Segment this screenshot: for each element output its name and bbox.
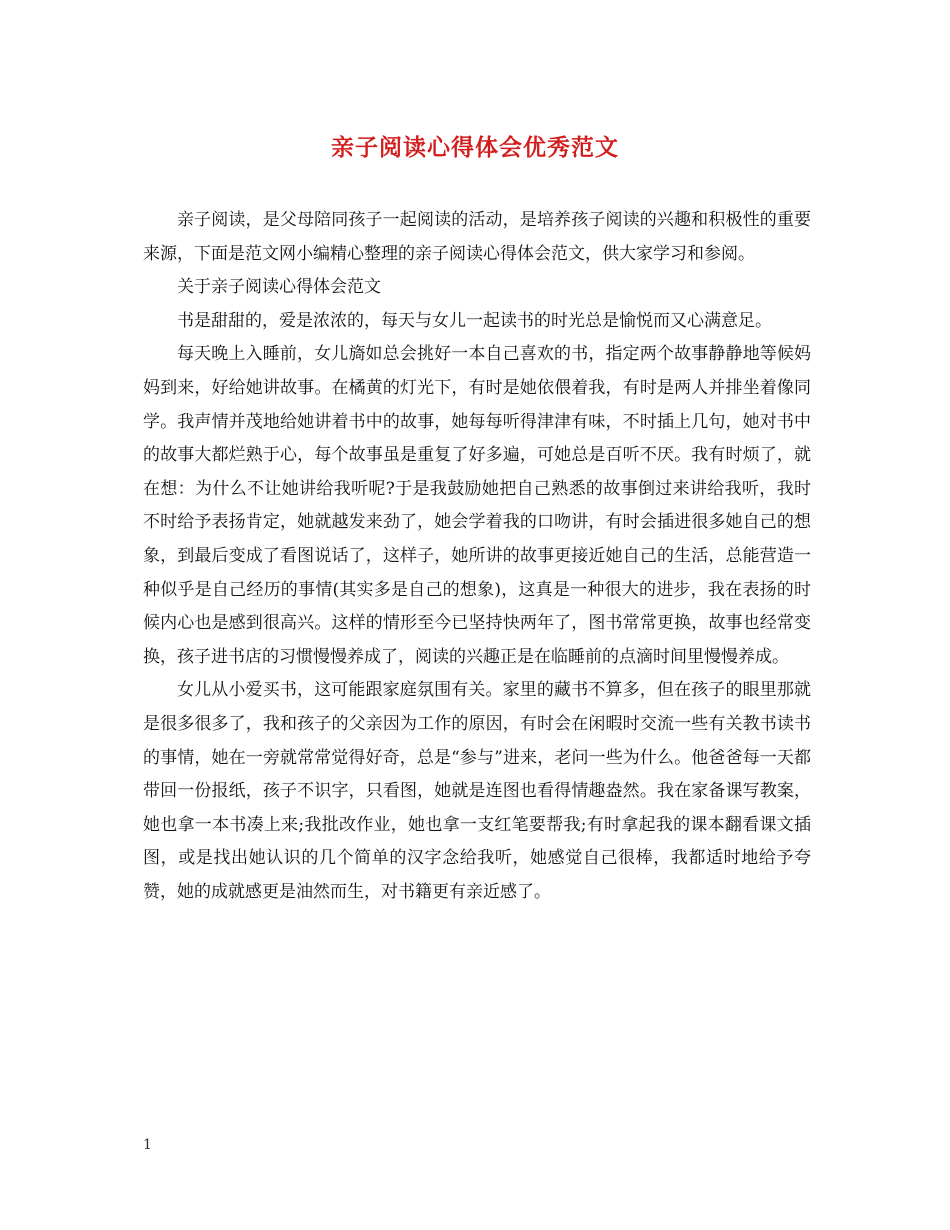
intro-paragraph: 亲子阅读，是父母陪同孩子一起阅读的活动，是培养孩子阅读的兴趣和积极性的重要来源，下面是范文网小编精心整理的亲子阅读心得体会范文，供大家学习和参阅。 xyxy=(143,210,811,264)
document-title: 亲子阅读心得体会优秀范文 xyxy=(331,134,619,161)
document-body xyxy=(143,204,811,909)
page-number: 1 xyxy=(143,1137,152,1153)
body-paragraph: 每天晚上入睡前，女儿旖如总会挑好一本自己喜欢的书，指定两个故事静静地等候妈妈到来，好给她讲故事。在橘黄的灯光下，有时是她依偎着我，有时是两人并排坐着像同学。我声情并茂地给她讲着书中的故事，她每每听得津津有味，不时插上几句，她对书中的故事大都烂熟于心，每个故事虽是重复了好多遍，可她总是百听不厌。我有时烦了，就在想：为什么不让她讲给我听呢?于是我鼓励她把自己熟悉的故事倒过来讲给我听，我时不时给予表扬肯定，她就越发来劲了，她会学着我的口吻讲，有时会插进很多她自己的想象，到最后变成了看图说话了，这样子，她所讲的故事更接近她自己的生活，总能营造一种似乎是自己经历的事情(其实多是自己的想象)，这真是一种很大的进步，我在表扬的时候内心也是感到很高兴。这样的情形至今已坚持快两年了，图书常常更换，故事也经常变换，孩子进书店的习惯慢慢养成了，阅读的兴趣正是在临睡前的点滴时间里慢慢养成。 xyxy=(143,344,811,667)
body-paragraph: 书是甜甜的，爱是浓浓的，每天与女儿一起读书的时光总是愉悦而又心满意足。 xyxy=(177,310,772,331)
body-paragraph: 女儿从小爱买书，这可能跟家庭氛围有关。家里的藏书不算多，但在孩子的眼里那就是很多很多了，我和孩子的父亲因为工作的原因，有时会在闲暇时交流一些有关教书读书的事情，她在一旁就常常觉得好奇，总是“参与”进来，老问一些为什么。他爸爸每一天都带回一份报纸，孩子不识字，只看图，她就是连图也看得情趣盎然。我在家备课写教案，她也拿一本书凑上来;我批改作业，她也拿一支红笔要帮我;有时拿起我的课本翻看课文插图，或是找出她认识的几个简单的汉字念给我听，她感觉自己很棒，我都适时地给予夸赞，她的成就感更是油然而生，对书籍更有亲近感了。 xyxy=(143,680,811,902)
section-heading: 关于亲子阅读心得体会范文 xyxy=(177,277,381,298)
